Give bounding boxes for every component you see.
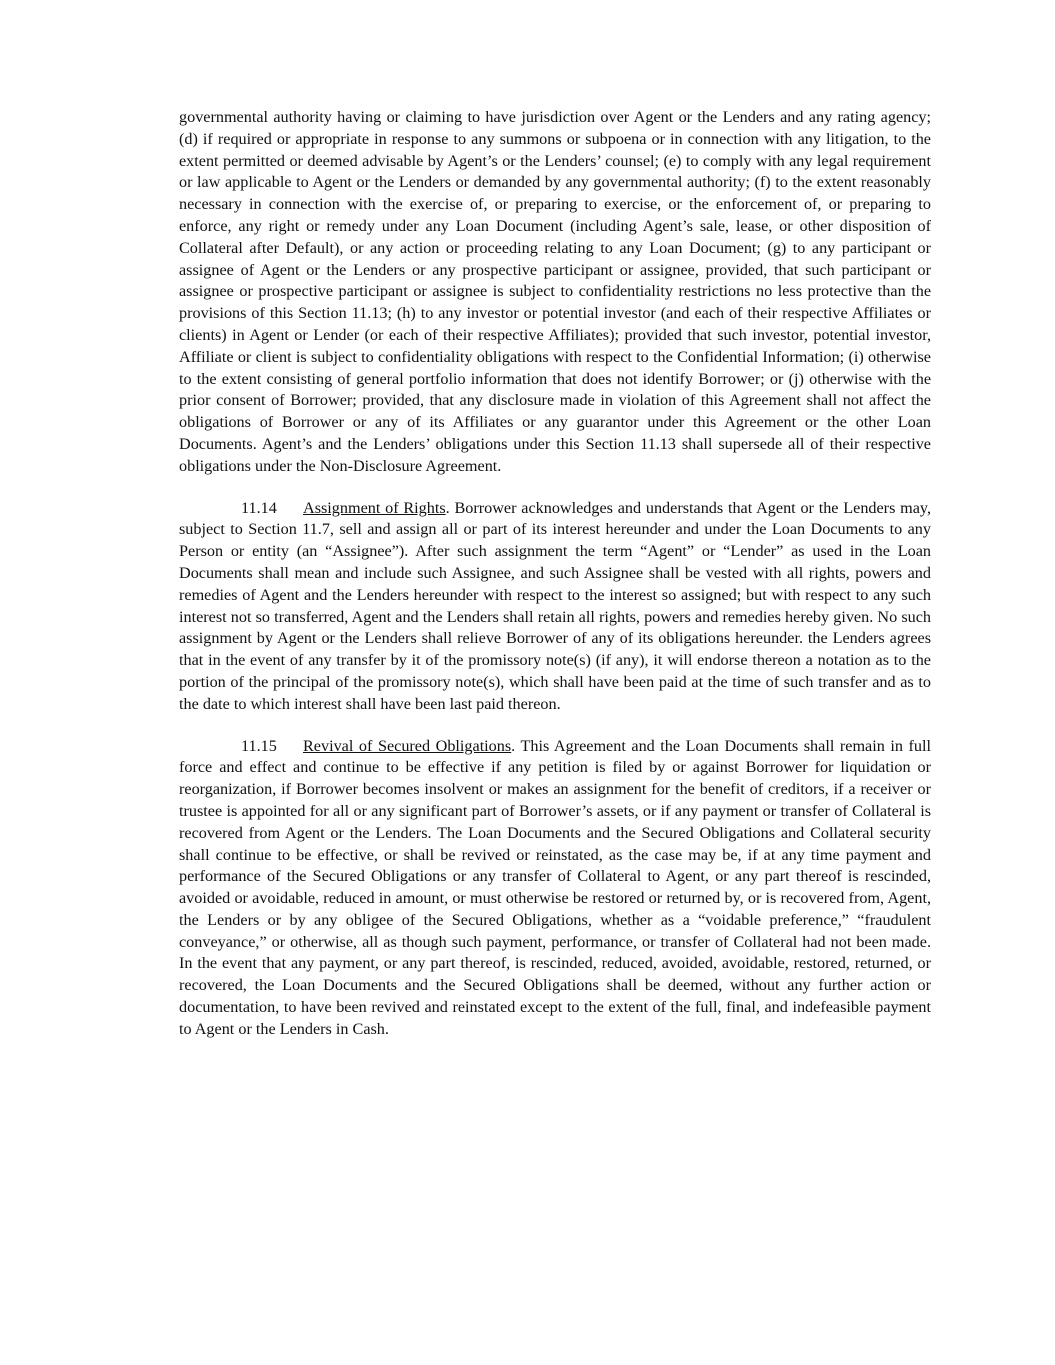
document-page <box>179 107 931 1061</box>
section-body: . This Agreement and the Loan Documents shall remain in full force and effect and continue to be effective if any petition is filed by or against Borrower for liquidation or reorganization, if Borrower becomes insolvent or makes an assignment for the benefit of creditors, if a receiver or trustee is appointed for all or any significant part of Borrower’s assets, or if any payment or transfer of Collateral is recovered from Agent or the Lenders. The Loan Documents and the Secured Obligations and Collateral security shall continue to be effective, or shall be revived or reinstated, as the case may be, if at any time payment and performance of the Secured Obligations or any transfer of Collateral to Agent, or any part thereof is rescinded, avoided or avoidable, reduced in amount, or must otherwise be restored or returned by, or is recovered from, Agent, the Lenders or by any obligee of the Secured Obligations, whether as a “voidable preference,” “fraudulent conveyance,” or otherwise, all as though such payment, performance, or transfer of Collateral had not been made. In the event that any payment, or any part thereof, is rescinded, reduced, avoided, avoidable, restored, returned, or recovered, the Loan Documents and the Secured Obligations shall be deemed, without any further action or documentation, to have been revived and reinstated except to the extent of the full, final, and indefeasible payment to Agent or the Lenders in Cash. <box>179 736 931 1038</box>
section-number: 11.14 <box>241 498 277 517</box>
section-number: 11.15 <box>241 736 277 755</box>
section-11-14 <box>179 498 931 716</box>
section-body: . Borrower acknowledges and understands that Agent or the Lenders may, subject to Section 11.7, sell and assign all or part of its interest hereunder and under the Loan Documents to any Person or entity (an “Assignee”). After such assignment the term “Agent” or “Lender” as used in the Loan Documents shall mean and include such Assignee, and such Assignee shall be vested with all rights, powers and remedies of Agent and the Lenders hereunder with respect to the interest so assigned; but with respect to any such interest not so transferred, Agent and the Lenders shall retain all rights, powers and remedies hereby given. No such assignment by Agent or the Lenders shall relieve Borrower of any of its obligations hereunder. the Lenders agrees that in the event of any transfer by it of the promissory note(s) (if any), it will endorse thereon a notation as to the portion of the principal of the promissory note(s), which shall have been paid at the time of such transfer and as to the date to which interest shall have been last paid thereon. <box>179 498 932 713</box>
section-11-15 <box>179 736 931 1041</box>
section-heading: Assignment of Rights <box>303 498 446 517</box>
section-heading: Revival of Secured Obligations <box>303 736 512 755</box>
continued-paragraph: governmental authority having or claiming to have jurisdiction over Agent or the Lenders and any rating agency; (d) if required or appropriate in response to any summons or subpoena or in connection with any litigation, to the extent permitted or deemed advisable by Agent’s or the Lenders’ counsel; (e) to comply with any legal requirement or law applicable to Agent or the Lenders or demanded by any governmental authority; (f) to the extent reasonably necessary in connection with the exercise of, or preparing to exercise, or the enforcement of, or preparing to enforce, any right or remedy under any Loan Document (including Agent’s sale, lease, or other disposition of Collateral after Default), or any action or proceeding relating to any Loan Document; (g) to any participant or assignee of Agent or the Lenders or any prospective participant or assignee, provided, that such participant or assignee or prospective participant or assignee is subject to confidentiality restrictions no less protective than the provisions of this Section 11.13; (h) to any investor or potential investor (and each of their respective Affiliates or clients) in Agent or Lender (or each of their respective Affiliates); provided that such investor, potential investor, Affiliate or client is subject to confidentiality obligations with respect to the Confidential Information; (i) otherwise to the extent consisting of general portfolio information that does not identify Borrower; or (j) otherwise with the prior consent of Borrower; provided, that any disclosure made in violation of this Agreement shall not affect the obligations of Borrower or any of its Affiliates or any guarantor under this Agreement or the other Loan Documents. Agent’s and the Lenders’ obligations under this Section 11.13 shall supersede all of their respective obligations under the Non-Disclosure Agreement. <box>179 108 931 475</box>
